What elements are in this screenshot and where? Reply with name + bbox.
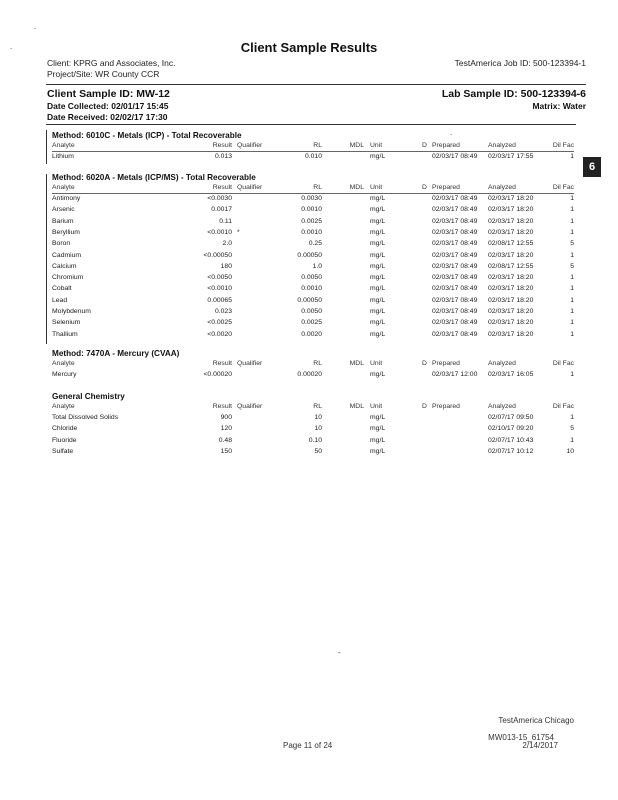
column-header-d: D	[422, 184, 427, 191]
row-unit: mg/L	[370, 425, 386, 433]
row-analyzed: 02/03/17 18:20	[488, 251, 534, 259]
row-rl: 1.0	[312, 262, 322, 270]
row-result: <0.0020	[207, 330, 232, 338]
column-header-dil-fac: Dil Fac	[552, 142, 574, 149]
row-dil-fac: 1	[570, 308, 574, 315]
row-dil-fac: 1	[570, 217, 574, 225]
row-unit: mg/L	[370, 195, 386, 202]
column-header-d: D	[422, 142, 427, 149]
section-title: Method: 6020A - Metals (ICP/MS) - Total Recoverable	[52, 173, 256, 182]
job-id: TestAmerica Job ID: 500-123394-1	[454, 58, 586, 68]
row-prepared: 02/03/17 08:49	[432, 262, 478, 270]
row-analyzed: 02/07/17 10:12	[488, 447, 534, 455]
column-header-result: Result	[212, 142, 232, 149]
column-header-rl: RL	[313, 142, 322, 149]
row-analyte: Selenium	[52, 319, 81, 327]
row-rl: 0.0025	[301, 217, 322, 225]
column-header-analyte: Analyte	[52, 184, 75, 191]
table-row	[52, 425, 574, 436]
column-header-rl: RL	[313, 403, 322, 410]
table-row	[52, 153, 574, 164]
table-row	[52, 319, 574, 330]
row-dil-fac: 1	[570, 330, 574, 338]
row-prepared: 02/03/17 08:49	[432, 251, 478, 259]
row-analyzed: 02/03/17 18:20	[488, 330, 534, 338]
header-underline	[52, 193, 574, 194]
row-analyte: Lithium	[52, 153, 74, 160]
column-header-rl: RL	[313, 360, 322, 367]
row-result: 0.013	[214, 153, 232, 160]
row-result: 180	[220, 262, 232, 270]
column-header-mdl: MDL	[349, 403, 364, 410]
column-header-result: Result	[212, 184, 232, 191]
row-rl: 0.0025	[301, 319, 322, 327]
row-analyte: Beryllium	[52, 228, 80, 236]
row-result: 0.0017	[211, 206, 232, 214]
table-row	[52, 263, 574, 274]
column-header-qualifier: Qualifier	[237, 142, 263, 149]
row-unit: mg/L	[370, 206, 386, 214]
row-unit: mg/L	[370, 240, 386, 248]
row-analyzed: 02/07/17 10:43	[488, 436, 534, 444]
column-header-prepared: Prepared	[432, 142, 460, 149]
row-analyzed: 02/03/17 18:20	[488, 285, 534, 293]
row-rl: 10	[314, 425, 322, 433]
row-analyzed: 02/08/17 12:55	[488, 262, 534, 270]
column-header-analyte: Analyte	[52, 360, 75, 367]
row-dil-fac: 1	[570, 296, 574, 304]
column-header-prepared: Prepared	[432, 403, 460, 410]
column-header-d: D	[422, 403, 427, 410]
row-rl: 0.10	[308, 436, 322, 444]
row-analyte: Mercury	[52, 371, 77, 378]
row-analyte: Barium	[52, 217, 74, 225]
row-prepared: 02/03/17 08:49	[432, 206, 478, 214]
column-header-result: Result	[212, 403, 232, 410]
column-header-analyzed: Analyzed	[488, 184, 516, 191]
row-unit: mg/L	[370, 447, 386, 455]
row-prepared: 02/03/17 08:49	[432, 285, 478, 293]
table-row	[52, 371, 574, 382]
row-analyzed: 02/03/17 18:20	[488, 206, 534, 214]
row-unit: mg/L	[370, 262, 386, 270]
column-header-dil-fac: Dil Fac	[552, 403, 574, 410]
column-header-analyzed: Analyzed	[488, 142, 516, 149]
row-analyte: Lead	[52, 296, 68, 304]
row-unit: mg/L	[370, 251, 386, 259]
column-header-mdl: MDL	[349, 142, 364, 149]
header-divider	[46, 84, 586, 85]
row-analyte: Chromium	[52, 274, 84, 282]
row-rl: 0.010	[304, 153, 322, 160]
row-prepared: 02/03/17 08:49	[432, 296, 478, 304]
row-rl: 0.0050	[301, 308, 322, 315]
row-prepared: 02/03/17 08:49	[432, 330, 478, 338]
row-dil-fac: 1	[570, 436, 574, 444]
table-row	[52, 229, 574, 240]
lab-sample-id: Lab Sample ID: 500-123394-6	[441, 88, 586, 100]
row-analyzed: 02/03/17 18:20	[488, 319, 534, 327]
row-result: 2.0	[222, 240, 232, 248]
row-analyte: Total Dissolved Solids	[52, 414, 119, 421]
row-prepared: 02/03/17 12:00	[432, 371, 478, 378]
column-header-prepared: Prepared	[432, 184, 460, 191]
scan-mark: .	[10, 42, 13, 51]
row-dil-fac: 1	[570, 206, 574, 214]
row-qualifier: *	[237, 228, 240, 236]
row-rl: 0.00050	[297, 296, 322, 304]
table-row	[52, 252, 574, 263]
scan-mark: .	[34, 22, 37, 31]
row-rl: 0.00020	[297, 371, 322, 378]
table-row	[52, 448, 574, 459]
column-header-d: D	[422, 360, 427, 367]
row-result: 900	[220, 414, 232, 421]
row-analyzed: 02/03/17 18:20	[488, 195, 534, 202]
row-analyte: Calcium	[52, 262, 77, 270]
row-prepared: 02/03/17 08:49	[432, 228, 478, 236]
row-unit: mg/L	[370, 330, 386, 338]
row-analyte: Boron	[52, 240, 71, 248]
row-unit: mg/L	[370, 228, 386, 236]
section-title: General Chemistry	[52, 392, 125, 401]
row-unit: mg/L	[370, 296, 386, 304]
row-unit: mg/L	[370, 414, 386, 421]
row-result: 0.00065	[207, 296, 232, 304]
row-result: <0.0030	[207, 195, 232, 202]
row-rl: 50	[314, 447, 322, 455]
row-result: 0.48	[218, 436, 232, 444]
row-result: <0.0025	[207, 319, 232, 327]
table-row	[52, 274, 574, 285]
table-row	[52, 195, 574, 206]
table-row	[52, 218, 574, 229]
scan-mark: .	[450, 128, 453, 137]
row-dil-fac: 5	[570, 240, 574, 248]
section-title: Method: 7470A - Mercury (CVAA)	[52, 349, 180, 358]
footer-page-number: Page 11 of 24	[283, 741, 333, 750]
row-unit: mg/L	[370, 153, 386, 160]
column-header-analyzed: Analyzed	[488, 360, 516, 367]
project-site: Project/Site: WR County CCR	[47, 69, 160, 79]
row-unit: mg/L	[370, 371, 386, 378]
section-bracket	[46, 174, 47, 344]
row-result: 0.11	[219, 217, 232, 225]
row-analyzed: 02/10/17 09:20	[488, 425, 534, 433]
scan-mark: -	[338, 648, 341, 657]
section-tab-marker: 6	[583, 157, 601, 177]
matrix: Matrix: Water	[532, 101, 586, 111]
row-result: 150	[220, 447, 232, 455]
table-row	[52, 414, 574, 425]
row-analyzed: 02/08/17 12:55	[488, 240, 534, 248]
row-unit: mg/L	[370, 308, 386, 315]
row-analyte: Thallium	[52, 330, 78, 338]
row-dil-fac: 1	[570, 153, 574, 160]
row-rl: 10	[314, 414, 322, 421]
table-row	[52, 297, 574, 308]
table-row	[52, 437, 574, 448]
row-result: 120	[220, 425, 232, 433]
row-prepared: 02/03/17 08:49	[432, 240, 478, 248]
column-header-qualifier: Qualifier	[237, 184, 263, 191]
row-result: 0.023	[214, 308, 232, 315]
table-row	[52, 331, 574, 342]
table-row	[52, 285, 574, 296]
row-dil-fac: 1	[570, 285, 574, 293]
row-dil-fac: 1	[570, 228, 574, 236]
row-prepared: 02/03/17 08:49	[432, 195, 478, 202]
row-analyzed: 02/03/17 18:20	[488, 308, 534, 315]
row-analyte: Sulfate	[52, 447, 74, 455]
row-unit: mg/L	[370, 319, 386, 327]
row-analyte: Chloride	[52, 425, 78, 433]
row-analyzed: 02/03/17 18:20	[488, 228, 534, 236]
row-dil-fac: 1	[570, 414, 574, 421]
footer-lab: TestAmerica Chicago	[498, 716, 574, 725]
row-dil-fac: 1	[570, 195, 574, 202]
section-divider	[46, 124, 576, 125]
row-dil-fac: 1	[570, 251, 574, 259]
row-rl: 0.0020	[301, 330, 322, 338]
row-result: <0.00020	[203, 371, 232, 378]
footer-report-id: MW013-15_61754	[488, 733, 554, 742]
row-prepared: 02/03/17 08:49	[432, 274, 478, 282]
row-prepared: 02/03/17 08:49	[432, 308, 478, 315]
client-sample-id: Client Sample ID: MW-12	[47, 88, 170, 100]
date-received: Date Received: 02/02/17 17:30	[47, 112, 168, 122]
row-dil-fac: 1	[570, 371, 574, 378]
column-header-analyte: Analyte	[52, 403, 75, 410]
row-rl: 0.0010	[301, 228, 322, 236]
table-header-row	[52, 403, 574, 414]
column-header-mdl: MDL	[349, 184, 364, 191]
column-header-unit: Unit	[370, 403, 383, 410]
row-result: <0.00050	[203, 251, 232, 259]
column-header-unit: Unit	[370, 360, 383, 367]
page-title: Client Sample Results	[240, 40, 378, 55]
row-dil-fac: 1	[570, 274, 574, 282]
table-row	[52, 206, 574, 217]
row-dil-fac: 5	[570, 425, 574, 433]
row-rl: 0.25	[308, 240, 322, 248]
section-title: Method: 6010C - Metals (ICP) - Total Recoverable	[52, 131, 242, 140]
row-result: <0.0050	[207, 274, 232, 282]
row-analyte: Molybdenum	[52, 308, 91, 315]
column-header-analyte: Analyte	[52, 142, 75, 149]
row-analyzed: 02/03/17 18:20	[488, 274, 534, 282]
row-rl: 0.0050	[301, 274, 322, 282]
column-header-unit: Unit	[370, 142, 383, 149]
row-analyzed: 02/03/17 18:20	[488, 217, 534, 225]
footer-date: 2/14/2017	[522, 741, 558, 750]
row-analyte: Fluoride	[52, 436, 77, 444]
row-rl: 0.0010	[301, 285, 322, 293]
column-header-qualifier: Qualifier	[237, 403, 263, 410]
row-unit: mg/L	[370, 285, 386, 293]
row-result: <0.0010	[207, 285, 232, 293]
column-header-rl: RL	[313, 184, 322, 191]
row-prepared: 02/03/17 08:49	[432, 319, 478, 327]
table-row	[52, 308, 574, 319]
row-analyte: Antimony	[52, 195, 81, 202]
column-header-prepared: Prepared	[432, 360, 460, 367]
row-analyte: Cadmium	[52, 251, 82, 259]
header-underline	[52, 151, 574, 152]
section-bracket	[46, 130, 47, 164]
row-unit: mg/L	[370, 217, 386, 225]
column-header-dil-fac: Dil Fac	[552, 360, 574, 367]
column-header-qualifier: Qualifier	[237, 360, 263, 367]
row-analyzed: 02/03/17 17:55	[488, 153, 534, 160]
row-prepared: 02/03/17 08:49	[432, 217, 478, 225]
row-rl: 0.0030	[301, 195, 322, 202]
table-row	[52, 240, 574, 251]
row-rl: 0.00050	[297, 251, 322, 259]
row-analyte: Arsenic	[52, 206, 75, 214]
date-collected: Date Collected: 02/01/17 15:45	[47, 101, 169, 111]
row-analyte: Cobalt	[52, 285, 72, 293]
column-header-result: Result	[212, 360, 232, 367]
table-header-row	[52, 360, 574, 371]
row-unit: mg/L	[370, 274, 386, 282]
column-header-analyzed: Analyzed	[488, 403, 516, 410]
row-dil-fac: 5	[570, 262, 574, 270]
row-unit: mg/L	[370, 436, 386, 444]
client-name: Client: KPRG and Associates, Inc.	[47, 58, 176, 68]
row-rl: 0.0010	[301, 206, 322, 214]
column-header-dil-fac: Dil Fac	[552, 184, 574, 191]
column-header-unit: Unit	[370, 184, 383, 191]
row-result: <0.0010	[207, 228, 232, 236]
row-analyzed: 02/03/17 18:20	[488, 296, 534, 304]
row-prepared: 02/03/17 08:49	[432, 153, 478, 160]
row-dil-fac: 1	[570, 319, 574, 327]
row-dil-fac: 10	[566, 447, 574, 455]
column-header-mdl: MDL	[349, 360, 364, 367]
row-analyzed: 02/03/17 16:05	[488, 371, 534, 378]
row-analyzed: 02/07/17 09:50	[488, 414, 534, 421]
